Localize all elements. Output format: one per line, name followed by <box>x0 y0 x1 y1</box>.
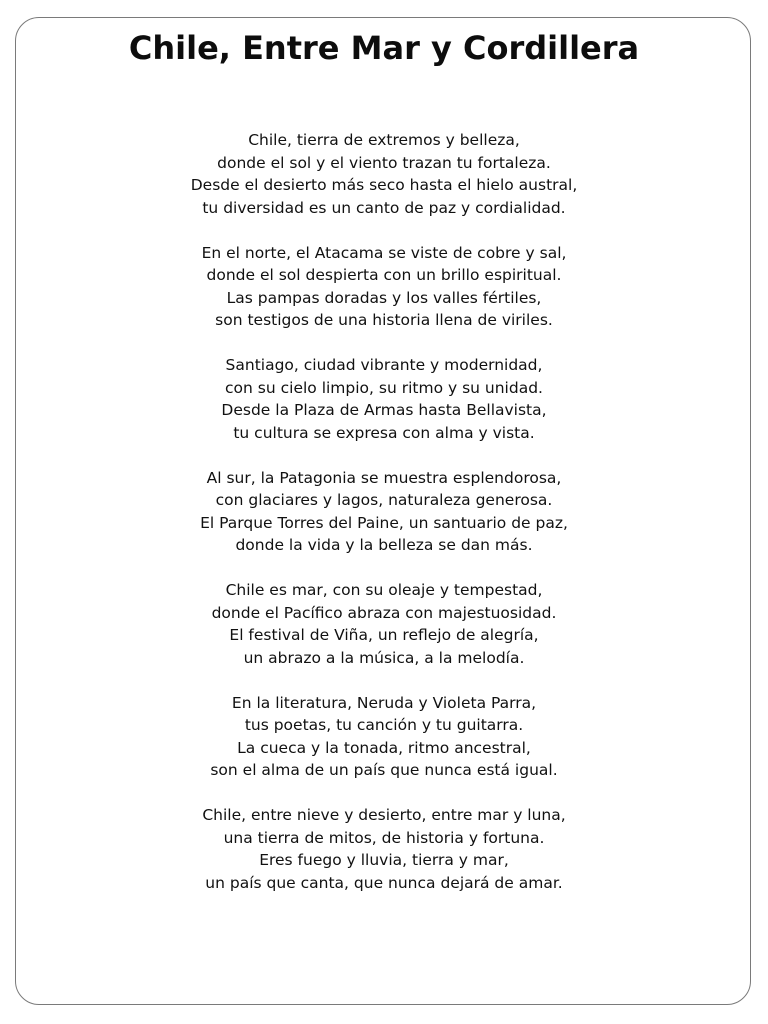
poem-line: La cueca y la tonada, ritmo ancestral, <box>237 738 531 757</box>
stanza-7 <box>0 804 768 894</box>
poem-line: Desde la Plaza de Armas hasta Bellavista, <box>221 401 547 419</box>
poem-line: Desde el desierto más seco hasta el hielo austral, <box>190 176 578 194</box>
stanza-5 <box>0 579 768 669</box>
poem-line: donde el Pacífico abraza con majestuosidad. <box>211 603 557 622</box>
poem-line: donde la vida y la belleza se dan más. <box>235 536 533 554</box>
poem-line: tu diversidad es un canto de paz y cordialidad. <box>202 198 566 217</box>
poem-line: El Parque Torres del Paine, un santuario de paz, <box>200 513 568 532</box>
poem-line: Chile, tierra de extremos y belleza, <box>248 131 520 149</box>
poem-line: con su cielo limpio, su ritmo y su unidad. <box>225 378 543 397</box>
poem-line: Chile, entre nieve y desierto, entre mar y luna, <box>202 806 566 824</box>
poem-line: Chile es mar, con su oleaje y tempestad, <box>225 581 543 599</box>
stanza-1 <box>0 129 768 219</box>
poem-title: Chile, Entre Mar y Cordillera <box>128 29 640 67</box>
poem-line: un abrazo a la música, a la melodía. <box>243 648 525 667</box>
stanza-3 <box>0 354 768 444</box>
stanza-6 <box>0 692 768 782</box>
poem-line: una tierra de mitos, de historia y fortuna. <box>223 828 545 847</box>
poem-line: son el alma de un país que nunca está igual. <box>210 761 558 779</box>
stanza-2 <box>0 242 768 332</box>
poem-line: Santiago, ciudad vibrante y modernidad, <box>225 356 543 374</box>
poem-line: En la literatura, Neruda y Violeta Parra, <box>231 693 537 712</box>
poem-line: donde el sol despierta con un brillo espiritual. <box>206 266 562 284</box>
poem-line: donde el sol y el viento trazan tu fortaleza. <box>217 153 551 172</box>
poem-line: Las pampas doradas y los valles fértiles, <box>226 288 542 307</box>
poem-line: Eres fuego y lluvia, tierra y mar, <box>259 851 509 869</box>
poem-line: Al sur, la Patagonia se muestra esplendorosa, <box>206 468 562 487</box>
poem-line: son testigos de una historia llena de viriles. <box>215 311 553 329</box>
poem-body <box>0 129 768 917</box>
poem-line: En el norte, el Atacama se viste de cobre y sal, <box>201 243 567 262</box>
poem-line: tus poetas, tu canción y tu guitarra. <box>244 716 524 734</box>
poem-line: tu cultura se expresa con alma y vista. <box>233 423 535 442</box>
poem-line: con glaciares y lagos, naturaleza generosa. <box>215 491 553 509</box>
stanza-4 <box>0 467 768 557</box>
poem-line: El festival de Viña, un reflejo de alegría, <box>229 626 539 644</box>
poem-line: un país que canta, que nunca dejará de amar. <box>205 873 563 892</box>
